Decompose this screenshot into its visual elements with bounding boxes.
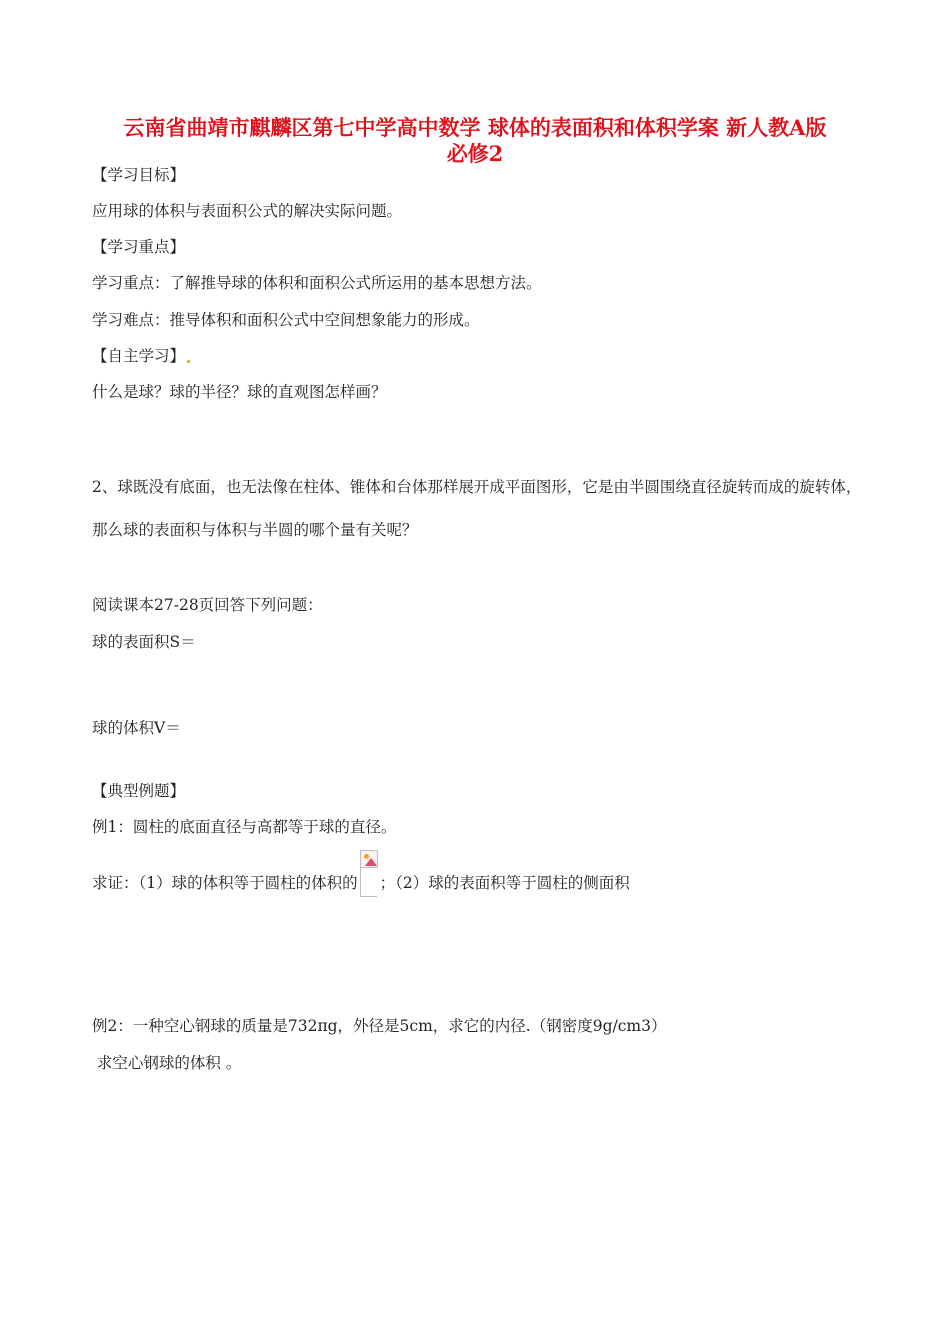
example-1: 例1：圆柱的底面直径与高都等于球的直径。 [92, 818, 397, 836]
goal-heading: 【学习目标】 [92, 166, 186, 184]
example-2-subquestion: 求空心钢球的体积 。 [92, 1054, 242, 1072]
document-title-line-1: 云南省曲靖市麒麟区第七中学高中数学 球体的表面积和体积学案 新人教A版 [123, 115, 827, 140]
question-1: 什么是球？球的半径？球的直观图怎样画？ [92, 383, 387, 401]
key-point-text: 学习重点：了解推导球的体积和面积公式所运用的基本思想方法。 [92, 274, 542, 292]
example-1-proof-part-1: 求证：（1）球的体积等于圆柱的体积的 [92, 874, 358, 892]
example-2: 例2：一种空心钢球的质量是732πg，外径是5cm，求它的内径.（钢密度9g/cm3） [92, 1017, 667, 1035]
goal-text: 应用球的体积与表面积公式的解决实际问题。 [92, 202, 403, 220]
broken-image-icon [360, 850, 378, 898]
example-1-proof-part-2: ；（2）球的表面积等于圆柱的侧面积 [379, 874, 630, 892]
example-1-proof [92, 850, 630, 907]
volume-formula: 球的体积V＝ [92, 719, 181, 737]
self-study-heading-label: 【自主学习】 [92, 347, 186, 365]
marker-dot [187, 360, 190, 363]
examples-heading: 【典型例题】 [92, 782, 186, 800]
difficulty-text: 学习难点：推导体积和面积公式中空间想象能力的形成。 [92, 311, 480, 329]
document-title-line-2: 必修2 [446, 141, 504, 166]
surface-area-formula: 球的表面积S＝ [92, 633, 196, 651]
question-2: 2、球既没有底面，也无法像在柱体、锥体和台体那样展开成平面图形，它是由半圆围绕直径旋转而成的旋转体，那么球的表面积与体积与半圆的哪个量有关呢？ [92, 478, 862, 539]
reading-instruction: 阅读课本27-28页回答下列问题： [92, 596, 323, 614]
key-heading: 【学习重点】 [92, 238, 186, 256]
self-study-heading [92, 346, 190, 366]
